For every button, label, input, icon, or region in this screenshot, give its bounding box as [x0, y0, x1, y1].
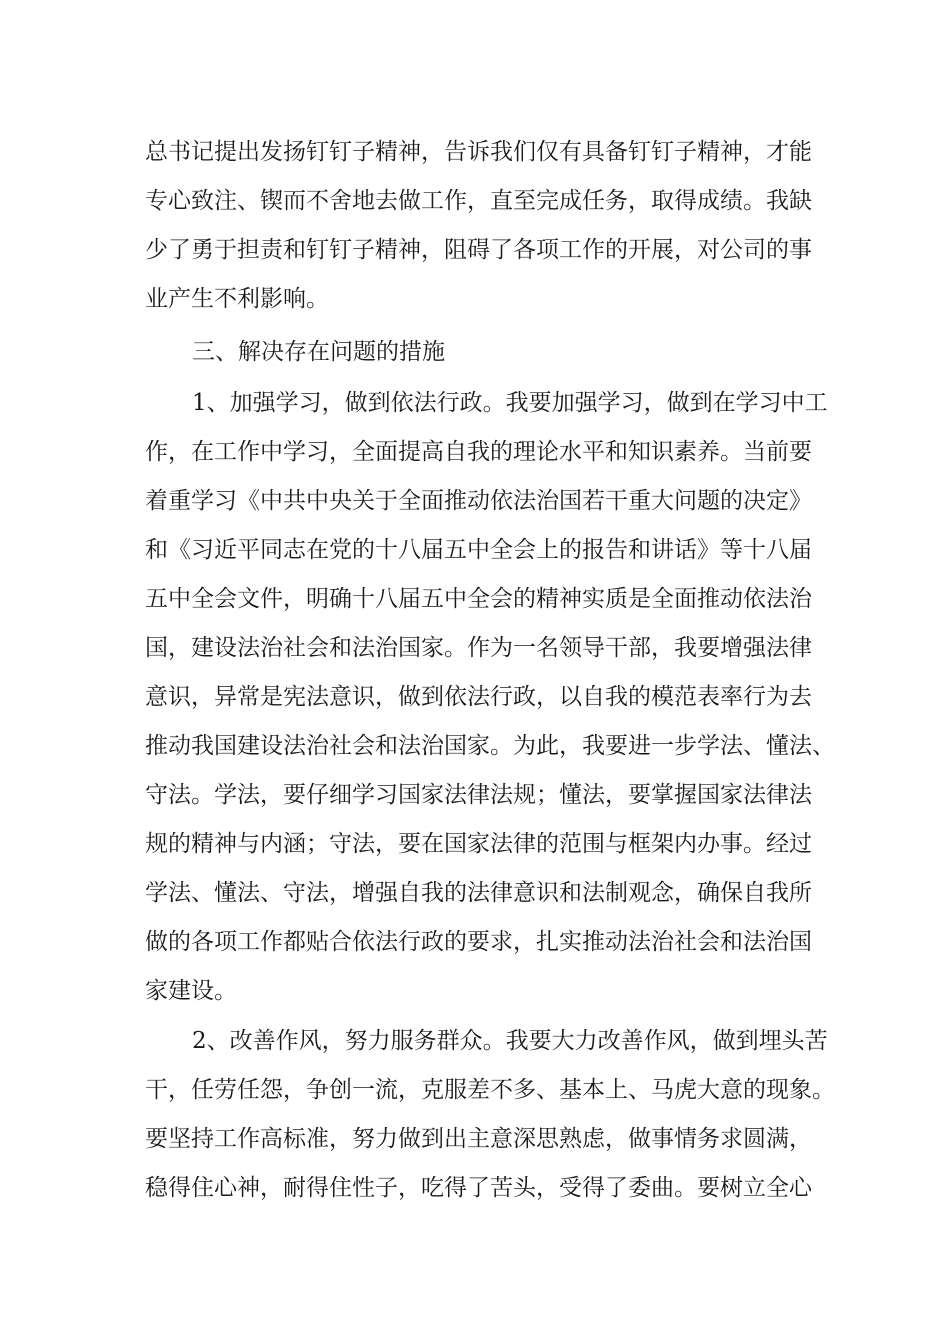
text-line: 和《习近平同志在党的十八届五中全会上的报告和讲话》等十八届: [145, 537, 812, 563]
text-line: 业产生不利影响。: [145, 286, 329, 312]
text-line: 着重学习《中共中央关于全面推动依法治国若干重大问题的决定》: [145, 488, 812, 514]
text-line: 总书记提出发扬钉钉子精神，告诉我们仅有具备钉钉子精神，才能: [145, 139, 812, 165]
text-line: 守法。学法，要仔细学习国家法律法规；懂法，要掌握国家法律法: [145, 782, 812, 808]
text-line: 国，建设法治社会和法治国家。作为一名领导干部，我要增强法律: [145, 635, 812, 661]
text-line: 要坚持工作高标准，努力做到出主意深思熟虑，做事情务求圆满，: [145, 1126, 812, 1152]
text-line: 推动我国建设法治社会和法治国家。为此，我要进一步学法、懂法、: [145, 733, 835, 759]
text-line: 少了勇于担责和钉钉子精神，阻碍了各项工作的开展，对公司的事: [145, 237, 812, 263]
text-line: 学法、懂法、守法，增强自我的法律意识和法制观念，确保自我所: [145, 880, 812, 906]
text-line: 稳得住心神，耐得住性子，吃得了苦头，受得了委曲。要树立全心: [145, 1175, 812, 1201]
text-line: 家建设。: [145, 978, 237, 1004]
text-line: 2、改善作风，努力服务群众。我要大力改善作风，做到埋头苦: [192, 1028, 828, 1054]
text-line: 专心致注、锲而不舍地去做工作，直至完成任务，取得成绩。我缺: [145, 188, 812, 214]
text-line: 意识，异常是宪法意识，做到依法行政，以自我的模范表率行为去: [145, 684, 812, 710]
text-line: 1、加强学习，做到依法行政。我要加强学习，做到在学习中工: [192, 390, 828, 416]
text-line: 作，在工作中学习，全面提高自我的理论水平和知识素养。当前要: [145, 439, 812, 465]
section-heading: 三、解决存在问题的措施: [192, 339, 445, 365]
text-line: 干，任劳任怨，争创一流，克服差不多、基本上、马虎大意的现象。: [145, 1077, 835, 1103]
text-line: 五中全会文件，明确十八届五中全会的精神实质是全面推动依法治: [145, 586, 812, 612]
text-line: 做的各项工作都贴合依法行政的要求，扎实推动法治社会和法治国: [145, 929, 812, 955]
text-line: 规的精神与内涵；守法，要在国家法律的范围与框架内办事。经过: [145, 831, 812, 857]
